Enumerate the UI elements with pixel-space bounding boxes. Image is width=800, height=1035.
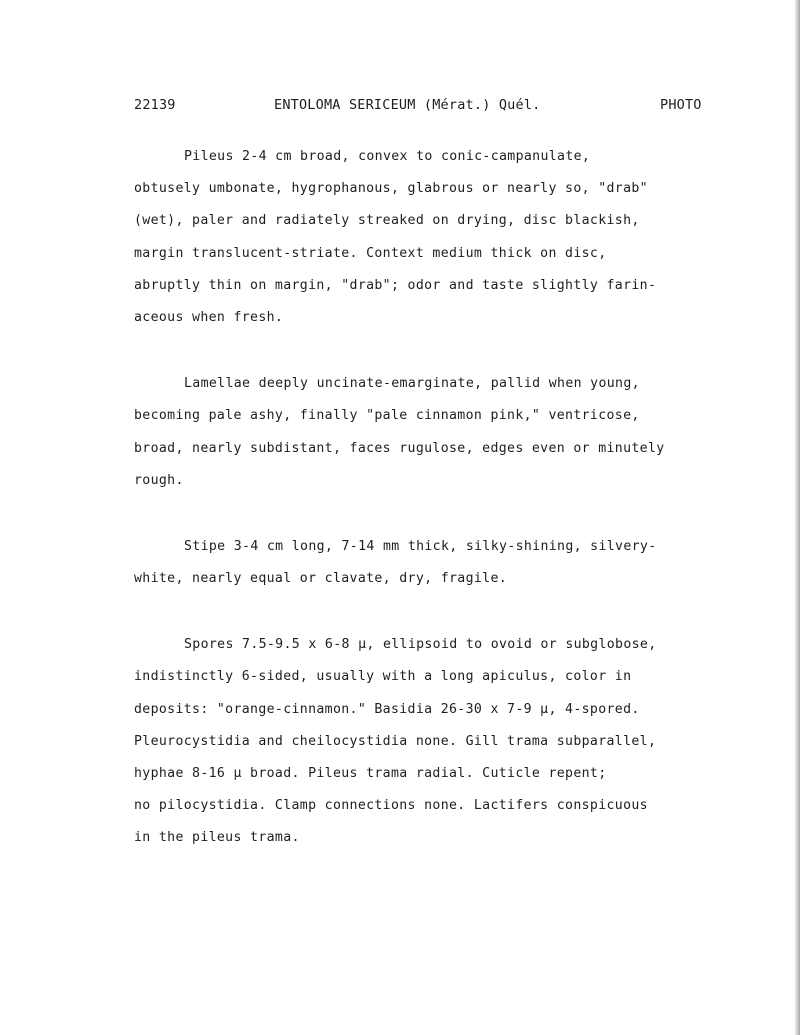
- accession-number: 22139: [134, 97, 176, 113]
- text-line: aceous when fresh.: [134, 309, 284, 325]
- text-line: becoming pale ashy, finally "pale cinnamon pink," ventricose,: [134, 408, 640, 424]
- text-line: white, nearly equal or clavate, dry, fragile.: [134, 571, 508, 587]
- spores-paragraph: [134, 634, 744, 859]
- text-line: no pilocystidia. Clamp connections none. Lactifers conspicuous: [134, 798, 648, 814]
- text-line: indistinctly 6-sided, usually with a long apiculus, color in: [134, 669, 632, 685]
- text-line: Stipe 3-4 cm long, 7-14 mm thick, silky-shining, silvery-: [184, 538, 657, 554]
- scan-edge-shadow: [794, 0, 800, 1035]
- text-line: Pileus 2-4 cm broad, convex to conic-campanulate,: [184, 149, 591, 164]
- text-line: hyphae 8-16 μ broad. Pileus trama radial. Cuticle repent;: [134, 766, 607, 781]
- text-line: (wet), paler and radiately streaked on drying, disc blackish,: [134, 213, 640, 229]
- text-line: Spores 7.5-9.5 x 6-8 μ, ellipsoid to ovoid or subglobose,: [184, 637, 657, 653]
- text-line: Lamellae deeply uncinate-emarginate, pallid when young,: [184, 376, 640, 392]
- document-header: [0, 97, 800, 117]
- text-line: Pleurocystidia and cheilocystidia none. Gill trama subparallel,: [134, 733, 657, 749]
- lamellae-paragraph: [134, 373, 744, 502]
- text-line: in the pileus trama.: [134, 830, 300, 846]
- description-body: [134, 146, 744, 894]
- text-line: rough.: [134, 472, 184, 488]
- text-line: broad, nearly subdistant, faces rugulose, edges even or minutely: [134, 440, 665, 456]
- photo-tag: PHOTO: [660, 97, 702, 113]
- species-title: ENTOLOMA SERICEUM (Mérat.) Quél.: [274, 97, 541, 113]
- text-line: deposits: "orange-cinnamon." Basidia 26-30 x 7-9 μ, 4-spored.: [134, 701, 640, 717]
- pileus-paragraph: [134, 146, 744, 339]
- stipe-paragraph: [134, 536, 744, 600]
- text-line: obtusely umbonate, hygrophanous, glabrous or nearly so, "drab": [134, 181, 648, 197]
- text-line: margin translucent-striate. Context medium thick on disc,: [134, 245, 607, 261]
- text-line: abruptly thin on margin, "drab"; odor and taste slightly farin-: [134, 277, 657, 293]
